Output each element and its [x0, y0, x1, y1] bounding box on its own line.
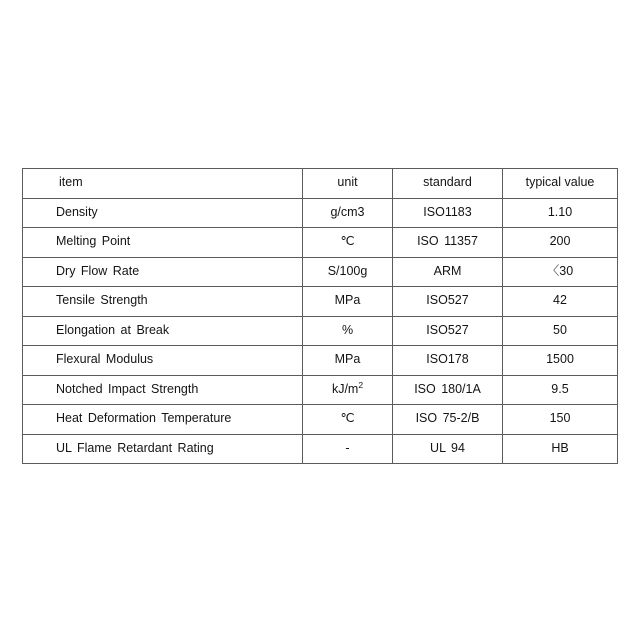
cell-unit: g/cm3 — [303, 198, 393, 228]
cell-unit: ℃ — [303, 228, 393, 258]
cell-value: HB — [503, 434, 618, 464]
cell-standard: ISO178 — [393, 346, 503, 376]
unit-base: kJ/m — [331, 381, 359, 396]
cell-item: UL Flame Retardant Rating — [23, 434, 303, 464]
table-row — [23, 228, 618, 258]
cell-standard: ARM — [393, 257, 503, 287]
cell-unit: - — [303, 434, 393, 464]
cell-unit: ℃ — [303, 405, 393, 435]
table-row — [23, 198, 618, 228]
cell-value: 9.5 — [503, 375, 618, 405]
cell-item: Flexural Modulus — [23, 346, 303, 376]
unit-exponent: 2 — [358, 379, 364, 390]
table-body — [23, 169, 618, 464]
table-row — [23, 375, 618, 405]
material-property-table — [22, 168, 618, 464]
cell-item: Melting Point — [23, 228, 303, 258]
table-row — [23, 257, 618, 287]
cell-value: 200 — [503, 228, 618, 258]
table-row — [23, 316, 618, 346]
cell-value: 1.10 — [503, 198, 618, 228]
cell-value: 50 — [503, 316, 618, 346]
cell-value: 〈30 — [503, 257, 618, 287]
cell-unit: MPa — [303, 346, 393, 376]
table-row — [23, 346, 618, 376]
cell-standard: ISO 180/1A — [393, 375, 503, 405]
column-header-unit: unit — [303, 169, 393, 199]
cell-standard: ISO527 — [393, 316, 503, 346]
cell-standard: UL 94 — [393, 434, 503, 464]
table-row — [23, 287, 618, 317]
cell-unit: MPa — [303, 287, 393, 317]
cell-standard: ISO 11357 — [393, 228, 503, 258]
table-header-row — [23, 169, 618, 199]
cell-standard: ISO 75-2/B — [393, 405, 503, 435]
spec-table-container — [22, 168, 617, 464]
cell-standard: ISO1183 — [393, 198, 503, 228]
cell-item: Dry Flow Rate — [23, 257, 303, 287]
cell-item: Notched Impact Strength — [23, 375, 303, 405]
cell-standard: ISO527 — [393, 287, 503, 317]
cell-item: Density — [23, 198, 303, 228]
cell-value: 1500 — [503, 346, 618, 376]
cell-item: Tensile Strength — [23, 287, 303, 317]
table-row — [23, 405, 618, 435]
cell-value: 150 — [503, 405, 618, 435]
table-row — [23, 434, 618, 464]
cell-unit: % — [303, 316, 393, 346]
column-header-standard: standard — [393, 169, 503, 199]
cell-item: Elongation at Break — [23, 316, 303, 346]
cell-value: 42 — [503, 287, 618, 317]
cell-item: Heat Deformation Temperature — [23, 405, 303, 435]
column-header-value: typical value — [503, 169, 618, 199]
column-header-item: item — [23, 169, 303, 199]
cell-unit: S/100g — [303, 257, 393, 287]
cell-unit — [303, 375, 393, 405]
